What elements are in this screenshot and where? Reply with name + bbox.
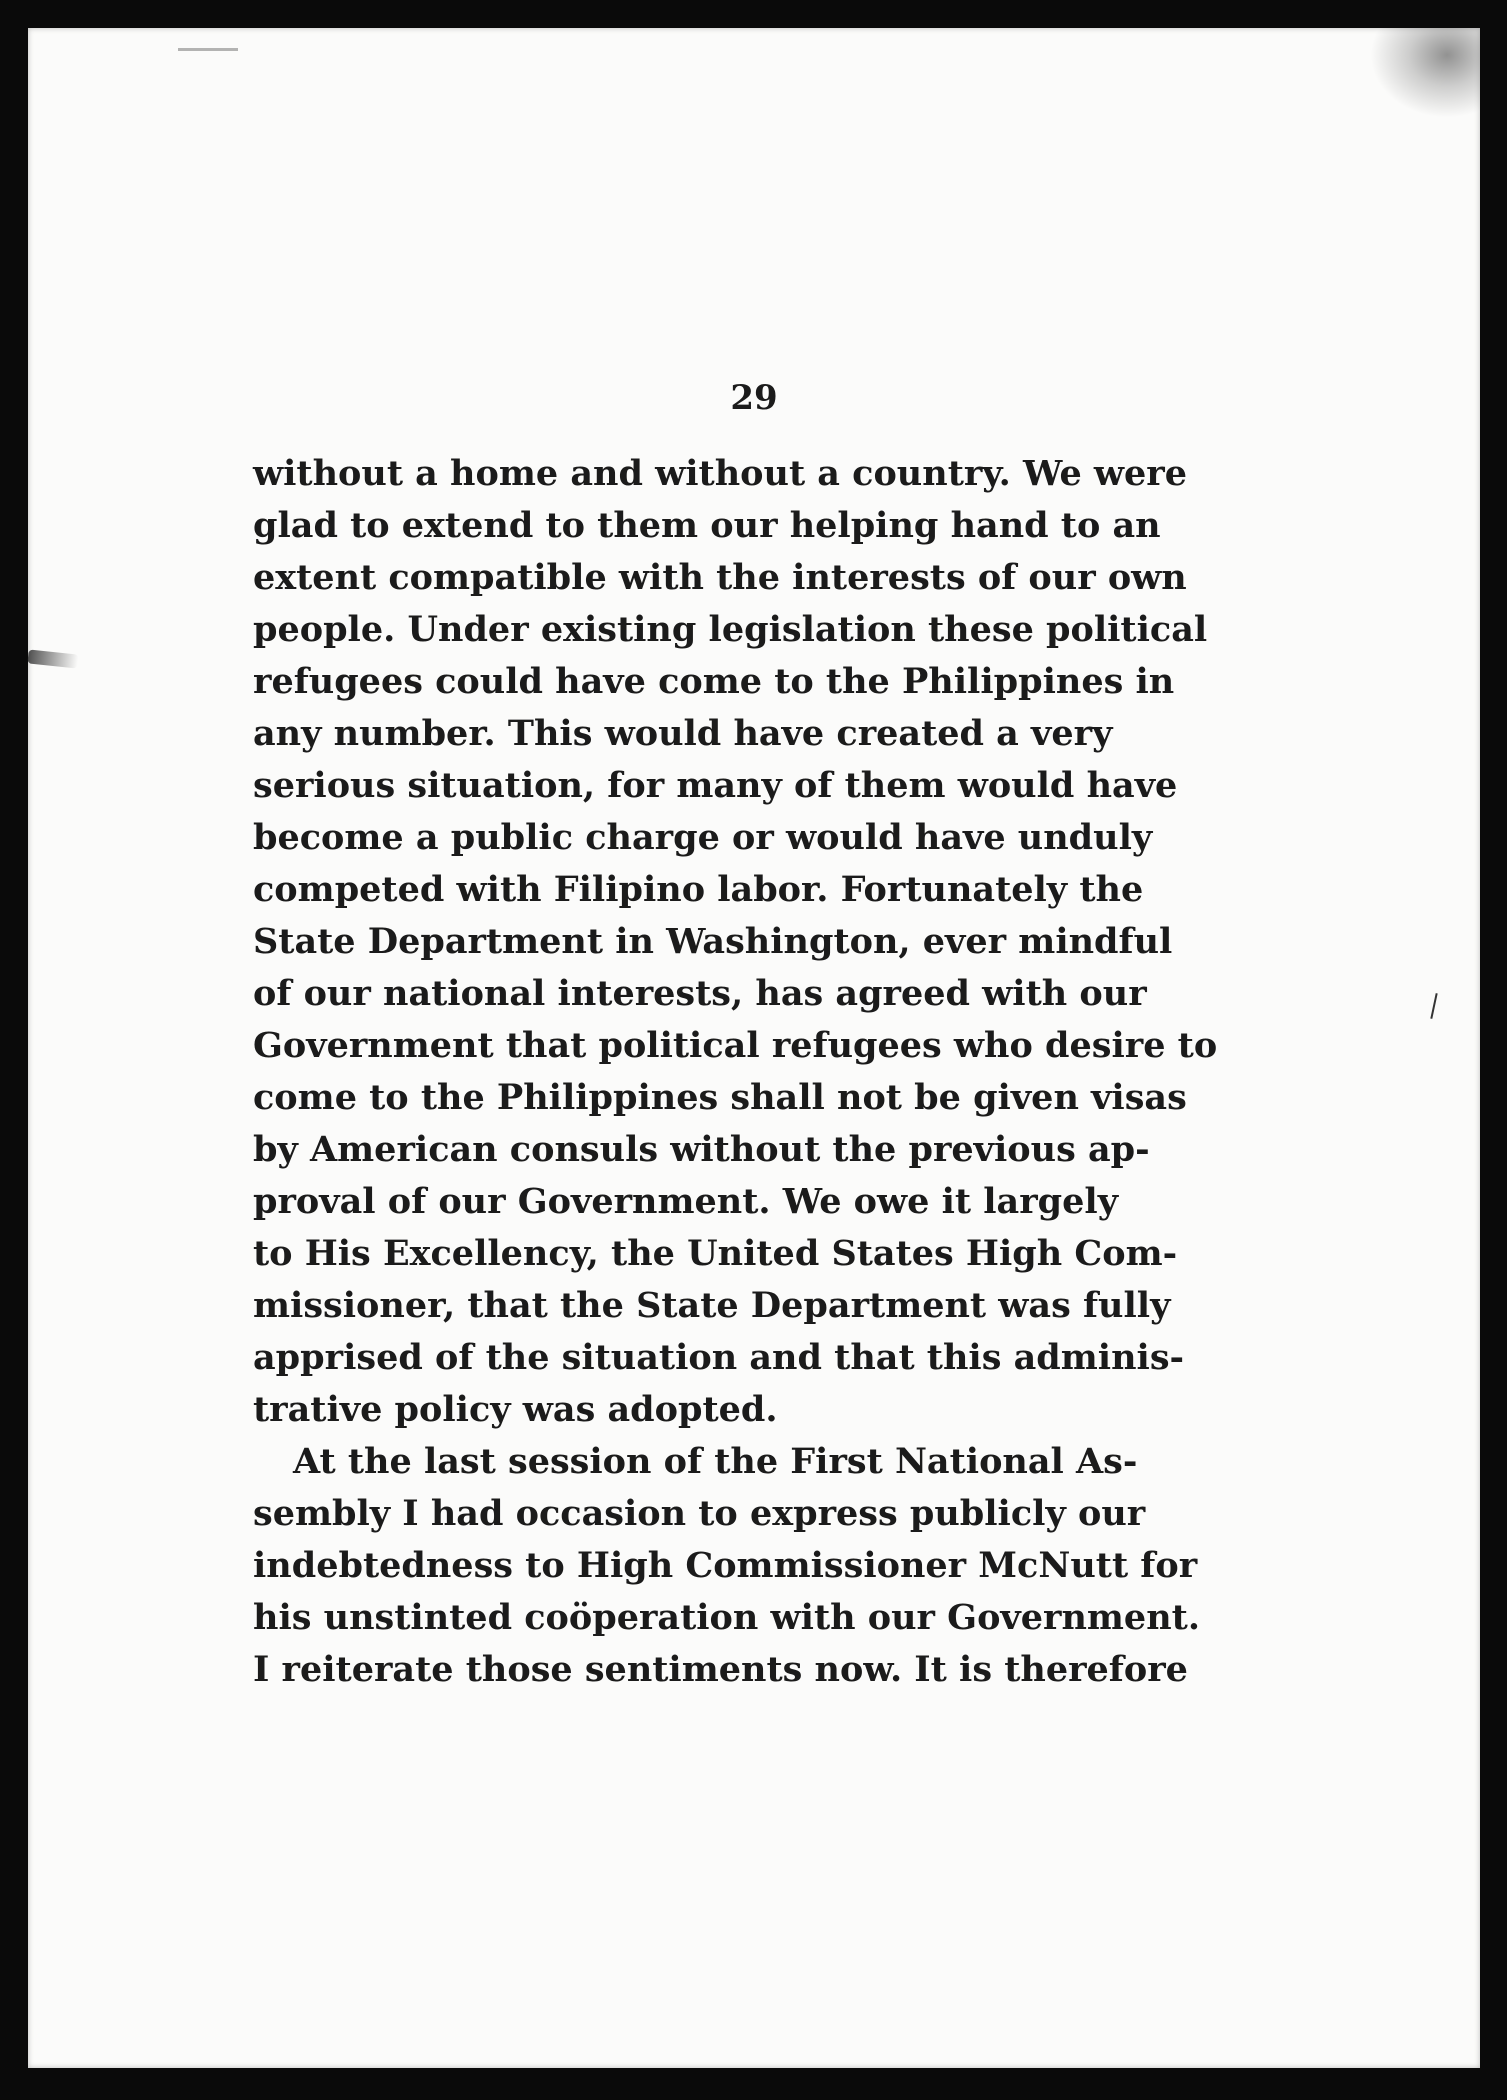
text-line: any number. This would have created a very <box>253 713 1113 754</box>
text-line: State Department in Washington, ever mindful <box>253 921 1173 962</box>
text-line: extent compatible with the interests of our own <box>253 557 1187 598</box>
text-line: become a public charge or would have unduly <box>253 817 1153 858</box>
text-line: proval of our Government. We owe it largely <box>253 1181 1119 1222</box>
text-line: Government that political refugees who desire to <box>253 1025 1218 1066</box>
text-line: of our national interests, has agreed with our <box>253 973 1147 1014</box>
scan-mark <box>1430 993 1437 1019</box>
text-line: people. Under existing legislation these political <box>253 609 1208 650</box>
text-line: missioner, that the State Department was fully <box>253 1285 1171 1326</box>
text-line: by American consuls without the previous ap- <box>253 1129 1150 1170</box>
scan-mark <box>178 48 238 51</box>
text-line: I reiterate those sentiments now. It is therefore <box>253 1649 1188 1690</box>
text-line: serious situation, for many of them would have <box>253 765 1178 806</box>
page-number: 29 <box>730 378 778 418</box>
document-page <box>28 28 1480 2068</box>
text-line: At the last session of the First National As- <box>293 1441 1138 1482</box>
text-line: competed with Filipino labor. Fortunately the <box>253 869 1144 910</box>
text-line: his unstinted coöperation with our Government. <box>253 1597 1200 1638</box>
body-text <box>253 448 1218 1696</box>
scan-mark <box>27 649 78 668</box>
text-line: to His Excellency, the United States High Com- <box>253 1233 1178 1274</box>
text-line: glad to extend to them our helping hand to an <box>253 505 1161 546</box>
text-line: come to the Philippines shall not be given visas <box>253 1077 1187 1118</box>
text-line: trative policy was adopted. <box>253 1389 778 1430</box>
corner-smudge <box>1370 28 1480 118</box>
text-line: indebtedness to High Commissioner McNutt for <box>253 1545 1198 1586</box>
text-line: without a home and without a country. We were <box>253 453 1188 494</box>
text-line: sembly I had occasion to express publicly our <box>253 1493 1146 1534</box>
text-line: refugees could have come to the Philippines in <box>253 661 1175 702</box>
text-line: apprised of the situation and that this adminis- <box>253 1337 1185 1378</box>
